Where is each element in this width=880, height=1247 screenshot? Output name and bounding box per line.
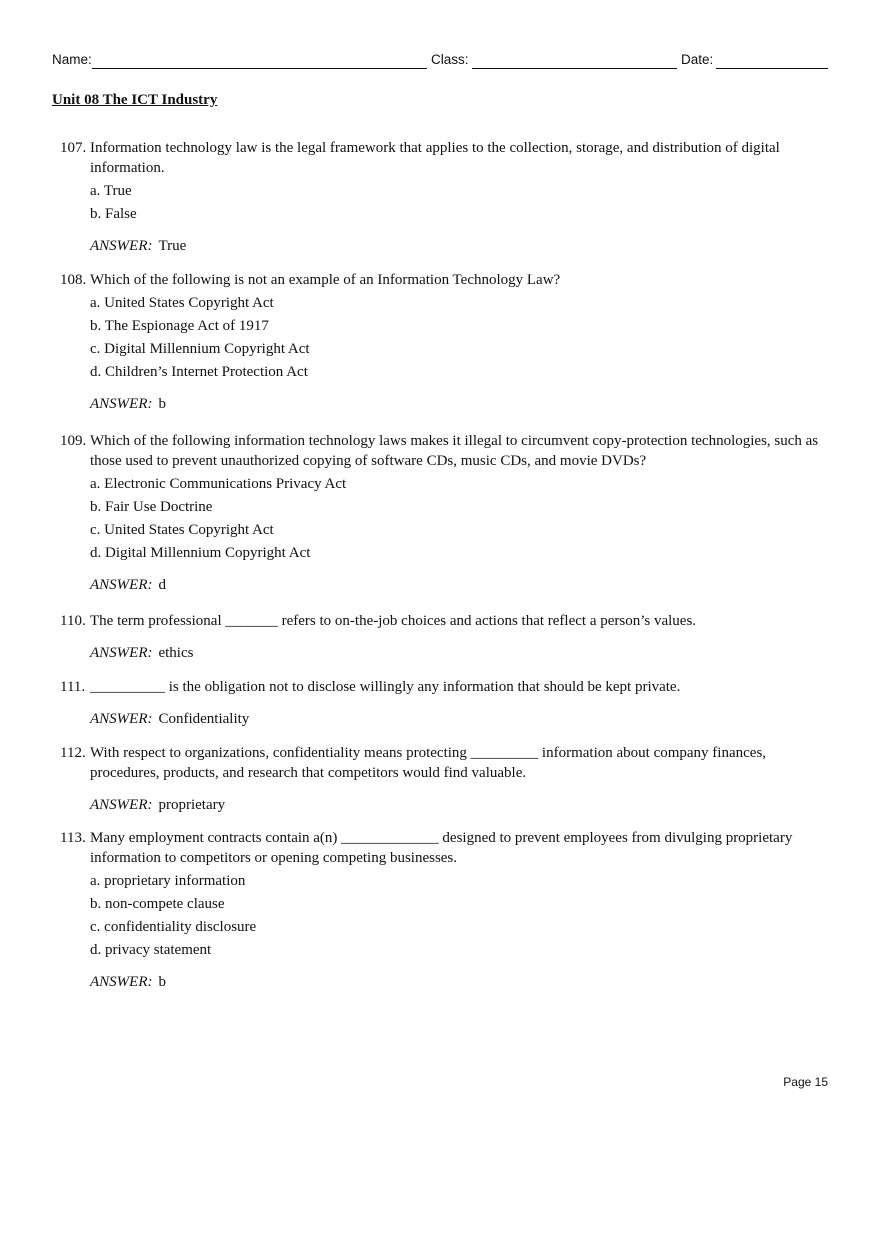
class-label: Class: xyxy=(431,52,469,67)
answer-line xyxy=(60,795,820,815)
question-stem: The term professional _______ refers to on-the-job choices and actions that reflect a person’s values. xyxy=(90,613,697,629)
answer-value: b xyxy=(158,396,166,412)
answer-label: ANSWER: xyxy=(90,711,153,727)
option-a: a. proprietary information xyxy=(90,873,246,889)
answer-line xyxy=(60,972,820,992)
student-info-header xyxy=(52,52,828,70)
answer-value: ethics xyxy=(158,645,194,661)
question-stem: Information technology law is the legal framework that applies to the collection, storage, and distribution of digital information. xyxy=(90,140,780,176)
option-d: d. Children’s Internet Protection Act xyxy=(90,364,308,380)
question-number: 113. xyxy=(60,830,86,846)
question-112 xyxy=(60,743,820,815)
question-109 xyxy=(60,431,820,595)
question-number: 108. xyxy=(60,272,87,288)
question-107 xyxy=(60,138,820,256)
option-b: b. The Espionage Act of 1917 xyxy=(90,318,269,334)
option-d: d. Digital Millennium Copyright Act xyxy=(90,545,311,561)
question-number: 112. xyxy=(60,745,86,761)
question-stem: With respect to organizations, confidentiality means protecting _________ information about company finances, procedures, products, and research that competitors would find valuable. xyxy=(90,745,767,781)
class-field[interactable] xyxy=(472,68,677,69)
question-number: 107. xyxy=(60,140,87,156)
question-number: 111. xyxy=(60,679,86,695)
answer-label: ANSWER: xyxy=(90,645,153,661)
answer-line xyxy=(60,575,820,595)
option-a: a. United States Copyright Act xyxy=(90,295,274,311)
answer-label: ANSWER: xyxy=(90,974,153,990)
question-number: 109. xyxy=(60,433,87,449)
option-b: b. non-compete clause xyxy=(90,896,225,912)
option-d: d. privacy statement xyxy=(90,942,212,958)
option-a: a. Electronic Communications Privacy Act xyxy=(90,476,347,492)
option-b: b. False xyxy=(90,206,137,222)
question-stem: Which of the following information technology laws makes it illegal to circumvent copy-protection technologies, such as those used to prevent unauthorized copying of software CDs, music CDs, and movie DVDs? xyxy=(90,433,819,469)
option-b: b. Fair Use Doctrine xyxy=(90,499,213,515)
answer-value: Confidentiality xyxy=(158,711,250,727)
unit-title: Unit 08 The ICT Industry xyxy=(52,92,218,108)
answer-line xyxy=(60,394,820,414)
answer-line xyxy=(60,709,820,729)
date-field[interactable] xyxy=(716,68,828,69)
name-field[interactable] xyxy=(92,68,427,69)
answer-label: ANSWER: xyxy=(90,577,153,593)
option-a: a. True xyxy=(90,183,132,199)
answer-label: ANSWER: xyxy=(90,238,153,254)
answer-value: b xyxy=(158,974,166,990)
page-number: Page 15 xyxy=(783,1075,828,1089)
answer-label: ANSWER: xyxy=(90,797,153,813)
date-label: Date: xyxy=(681,52,714,67)
answer-value: True xyxy=(158,238,187,254)
answer-line xyxy=(60,643,820,663)
question-111 xyxy=(60,677,820,729)
answer-value: d xyxy=(158,577,166,593)
question-110 xyxy=(60,611,820,663)
option-c: c. confidentiality disclosure xyxy=(90,919,257,935)
answer-label: ANSWER: xyxy=(90,396,153,412)
option-c: c. United States Copyright Act xyxy=(90,522,274,538)
question-stem: __________ is the obligation not to disclose willingly any information that should be kept private. xyxy=(90,679,681,695)
question-number: 110. xyxy=(60,613,86,629)
question-113 xyxy=(60,828,820,992)
question-stem: Many employment contracts contain a(n) _____________ designed to prevent employees from divulging proprietary information to competitors or opening competing businesses. xyxy=(90,830,793,866)
answer-line xyxy=(60,236,820,256)
answer-value: proprietary xyxy=(158,797,226,813)
option-c: c. Digital Millennium Copyright Act xyxy=(90,341,310,357)
question-108 xyxy=(60,270,820,414)
name-label: Name: xyxy=(52,52,92,67)
question-stem: Which of the following is not an example of an Information Technology Law? xyxy=(90,272,561,288)
